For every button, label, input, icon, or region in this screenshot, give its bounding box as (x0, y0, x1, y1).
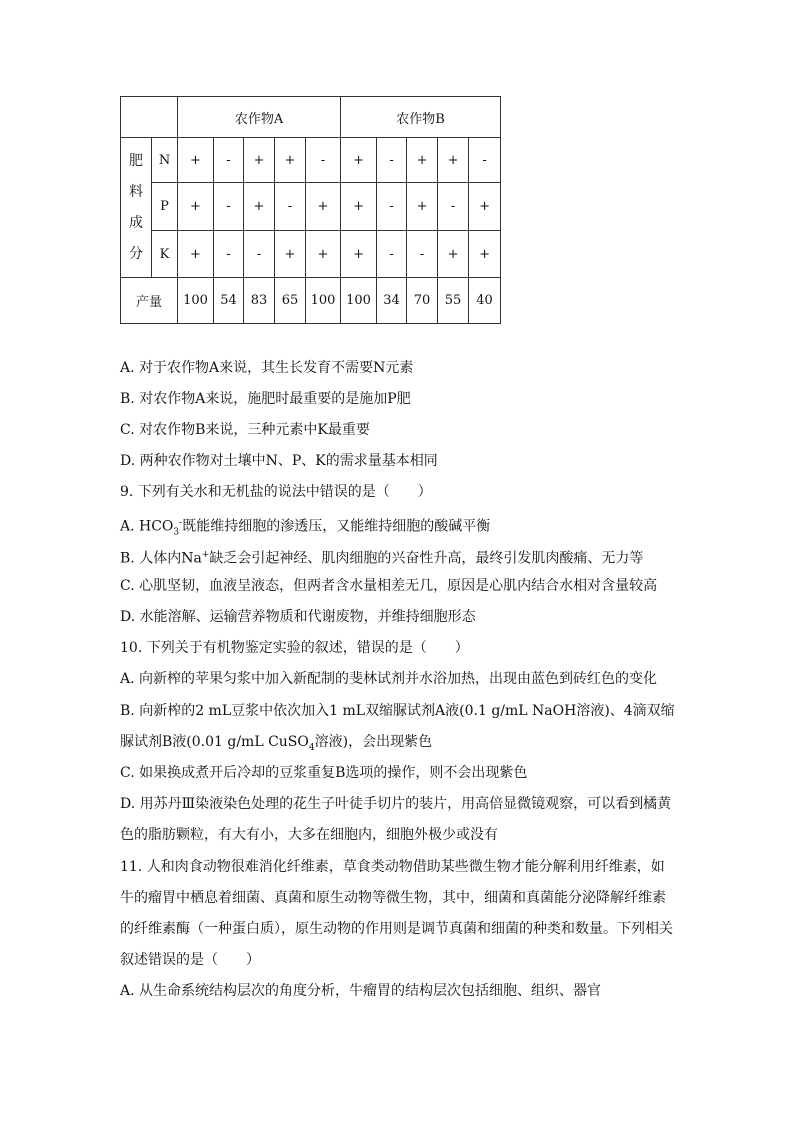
q9-option-b: B. 人体内Na+缺乏会引起神经、肌肉细胞的兴奋性升高，最终引发肌肉酸痛、无力等 (120, 550, 644, 567)
table-cell: + (244, 183, 275, 231)
table-cell: + (306, 183, 341, 231)
table-cell: 65 (275, 278, 306, 324)
q8-option-c: C. 对农作物B来说，三种元素中K最重要 (120, 422, 370, 438)
table-cell: + (438, 138, 469, 183)
q9-option-a: A. $HCO_3^-$既能维持细胞的渗透压，又能维持细胞的酸碱平衡 (120, 518, 491, 538)
table-cell: + (178, 231, 214, 278)
table-cell: - (275, 183, 306, 231)
row-label-p: P (152, 183, 178, 231)
table-cell: 83 (244, 278, 275, 324)
table-cell: - (438, 183, 469, 231)
table-cell: 34 (377, 278, 407, 324)
q10-option-c: C. 如果换成煮开后冷却的豆浆重复B选项的操作，则不会出现紫色 (120, 765, 528, 781)
table-cell: - (407, 231, 438, 278)
yield-row (121, 278, 501, 324)
table-cell: + (407, 138, 438, 183)
q9-option-d: D. 水能溶解、运输营养物质和代谢废物，并维持细胞形态 (120, 609, 476, 625)
table-row (121, 231, 501, 278)
table-row (121, 138, 501, 183)
table-cell: - (244, 231, 275, 278)
q8-option-d: D. 两种农作物对土壤中N、P、K的需求量基本相同 (120, 453, 438, 469)
q8-option-a: A. 对于农作物A来说，其生长发育不需要N元素 (120, 360, 414, 376)
q8-option-b: B. 对农作物A来说，施肥时最重要的是施加P肥 (120, 391, 411, 407)
table-cell: + (178, 138, 214, 183)
table-cell: 70 (407, 278, 438, 324)
table-cell: - (377, 138, 407, 183)
table-cell: + (244, 138, 275, 183)
q10-option-b-line1: B. 向新榨的2 mL豆浆中依次加入1 mL双缩脲试剂A液(0.1 g/mL NaOH溶液)、4滴双缩 (120, 703, 675, 719)
q11-stem-line3: 的纤维素酶（一种蛋白质），原生动物的作用则是调节真菌和细菌的种类和数量。下列相关 (120, 921, 673, 937)
q10-option-d-line1: D. 用苏丹Ⅲ染液染色处理的花生子叶徒手切片的装片，用高倍显微镜观察，可以看到橘黄 (120, 796, 672, 812)
table-cell: + (341, 231, 377, 278)
table-cell: + (341, 138, 377, 183)
table-cell: - (306, 138, 341, 183)
table-cell: + (341, 183, 377, 231)
table-cell: + (407, 183, 438, 231)
q10-option-a: A. 向新榨的苹果匀浆中加入新配制的斐林试剂并水浴加热，出现由蓝色到砖红色的变化 (120, 671, 658, 687)
q10-option-d-line2: 色的脂肪颗粒，有大有小，大多在细胞内，细胞外极少或没有 (120, 827, 498, 843)
table-cell: + (469, 183, 501, 231)
table-cell: - (214, 183, 244, 231)
table-header-row (121, 97, 501, 138)
table-cell: + (438, 231, 469, 278)
table-row (121, 183, 501, 231)
q11-option-a: A. 从生命系统结构层次的角度分析，牛瘤胃的结构层次包括细胞、组织、器官 (120, 983, 602, 999)
table-cell: 100 (178, 278, 214, 324)
table-cell: + (275, 231, 306, 278)
table-cell: 100 (341, 278, 377, 324)
table-cell: - (214, 231, 244, 278)
table-cell: - (377, 231, 407, 278)
table-cell: - (469, 138, 501, 183)
table-cell: - (214, 138, 244, 183)
table-corner-cell (121, 97, 178, 138)
table-cell: + (306, 231, 341, 278)
q11-stem-line4: 叙述错误的是（ ） (120, 952, 260, 968)
q10-stem: 10. 下列关于有机物鉴定实验的叙述，错误的是（ ） (120, 640, 469, 656)
q10-option-b-line2: 脲试剂B液(0.01 g/mL CuSO$_4$溶液)，会出现紫色 (120, 734, 433, 753)
fertilizer-component-label: 肥 料 成 分 (121, 138, 152, 278)
table-cell: + (178, 183, 214, 231)
table-cell: 100 (306, 278, 341, 324)
table-cell: 54 (214, 278, 244, 324)
table-cell: + (275, 138, 306, 183)
row-label-k: K (152, 231, 178, 278)
yield-label: 产量 (121, 278, 178, 324)
row-label-n: N (152, 138, 178, 183)
crop-b-header: 农作物B (341, 97, 501, 138)
q11-stem-line2: 牛的瘤胃中栖息着细菌、真菌和原生动物等微生物，其中，细菌和真菌能分泌降解纤维素 (120, 890, 666, 906)
q9-option-c: C. 心肌坚韧，血液呈液态，但两者含水量相差无几，原因是心肌内结合水相对含量较高 (120, 578, 658, 594)
q11-stem-line1: 11. 人和肉食动物很难消化纤维素，草食类动物借助某些微生物才能分解利用纤维素，如 (120, 859, 665, 875)
q9-stem: 9. 下列有关水和无机盐的说法中错误的是（ ） (120, 484, 432, 500)
table-cell: - (377, 183, 407, 231)
crop-a-header: 农作物A (178, 97, 341, 138)
table-cell: 55 (438, 278, 469, 324)
fertilizer-yield-table (120, 96, 501, 324)
table-cell: + (469, 231, 501, 278)
table-cell: 40 (469, 278, 501, 324)
